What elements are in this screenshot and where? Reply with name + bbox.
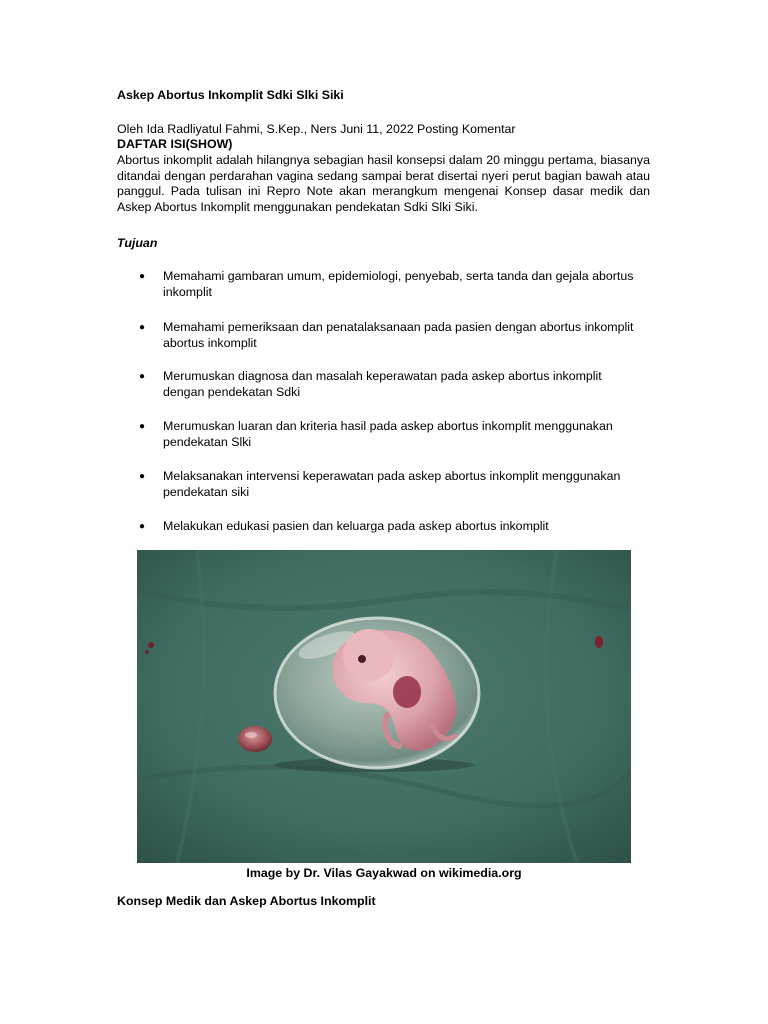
list-item-text: Melakukan edukasi pasien dan keluarga pada askep abortus inkomplit xyxy=(163,519,549,533)
list-item-text: Memahami pemeriksaan dan penatalaksanaan pada pasien dengan abortus inkomplit abortus inkomplit xyxy=(163,320,634,350)
medical-photo xyxy=(137,550,631,863)
list-item-text: Merumuskan diagnosa dan masalah keperawatan pada askep abortus inkomplit dengan pendekatan Sdki xyxy=(163,369,602,399)
list-item-text: Memahami gambaran umum, epidemiologi, penyebab, serta tanda dan gejala abortus inkomplit xyxy=(163,269,634,299)
document-title: Askep Abortus Inkomplit Sdki Slki Siki xyxy=(117,88,344,102)
table-of-contents-label[interactable]: DAFTAR ISI(SHOW) xyxy=(117,137,233,151)
list-item-text: Melaksanakan intervensi keperawatan pada askep abortus inkomplit menggunakan pendekatan siki xyxy=(163,469,621,499)
bullet-icon: ● xyxy=(139,322,146,333)
intro-paragraph: Abortus inkomplit adalah hilangnya sebagian hasil konsepsi dalam 20 minggu pertama, biasanya ditandai dengan perdarahan vagina sedang sampai berat disertai nyeri perut bagian bawah atau panggul. Pada tulisan ini Repro Note akan merangkum mengenai Konsep dasar medik dan Askep Abortus Inkomplit menggunakan pendekatan Sdki Slki Siki. xyxy=(117,153,650,214)
bullet-icon: ● xyxy=(139,521,146,532)
section-heading: Konsep Medik dan Askep Abortus Inkomplit xyxy=(117,894,376,908)
bullet-icon: ● xyxy=(139,271,146,282)
bullet-icon: ● xyxy=(139,471,146,482)
list-item-text: Merumuskan luaran dan kriteria hasil pada askep abortus inkomplit menggunakan pendekatan Slki xyxy=(163,419,613,449)
goals-label: Tujuan xyxy=(117,236,158,250)
author-date-line: Oleh Ida Radliyatul Fahmi, S.Kep., Ners Juni 11, 2022 Posting Komentar xyxy=(117,122,516,136)
bullet-icon: ● xyxy=(139,371,146,382)
bullet-icon: ● xyxy=(139,421,146,432)
photo-caption: Image by Dr. Vilas Gayakwad on wikimedia.org xyxy=(246,866,522,880)
